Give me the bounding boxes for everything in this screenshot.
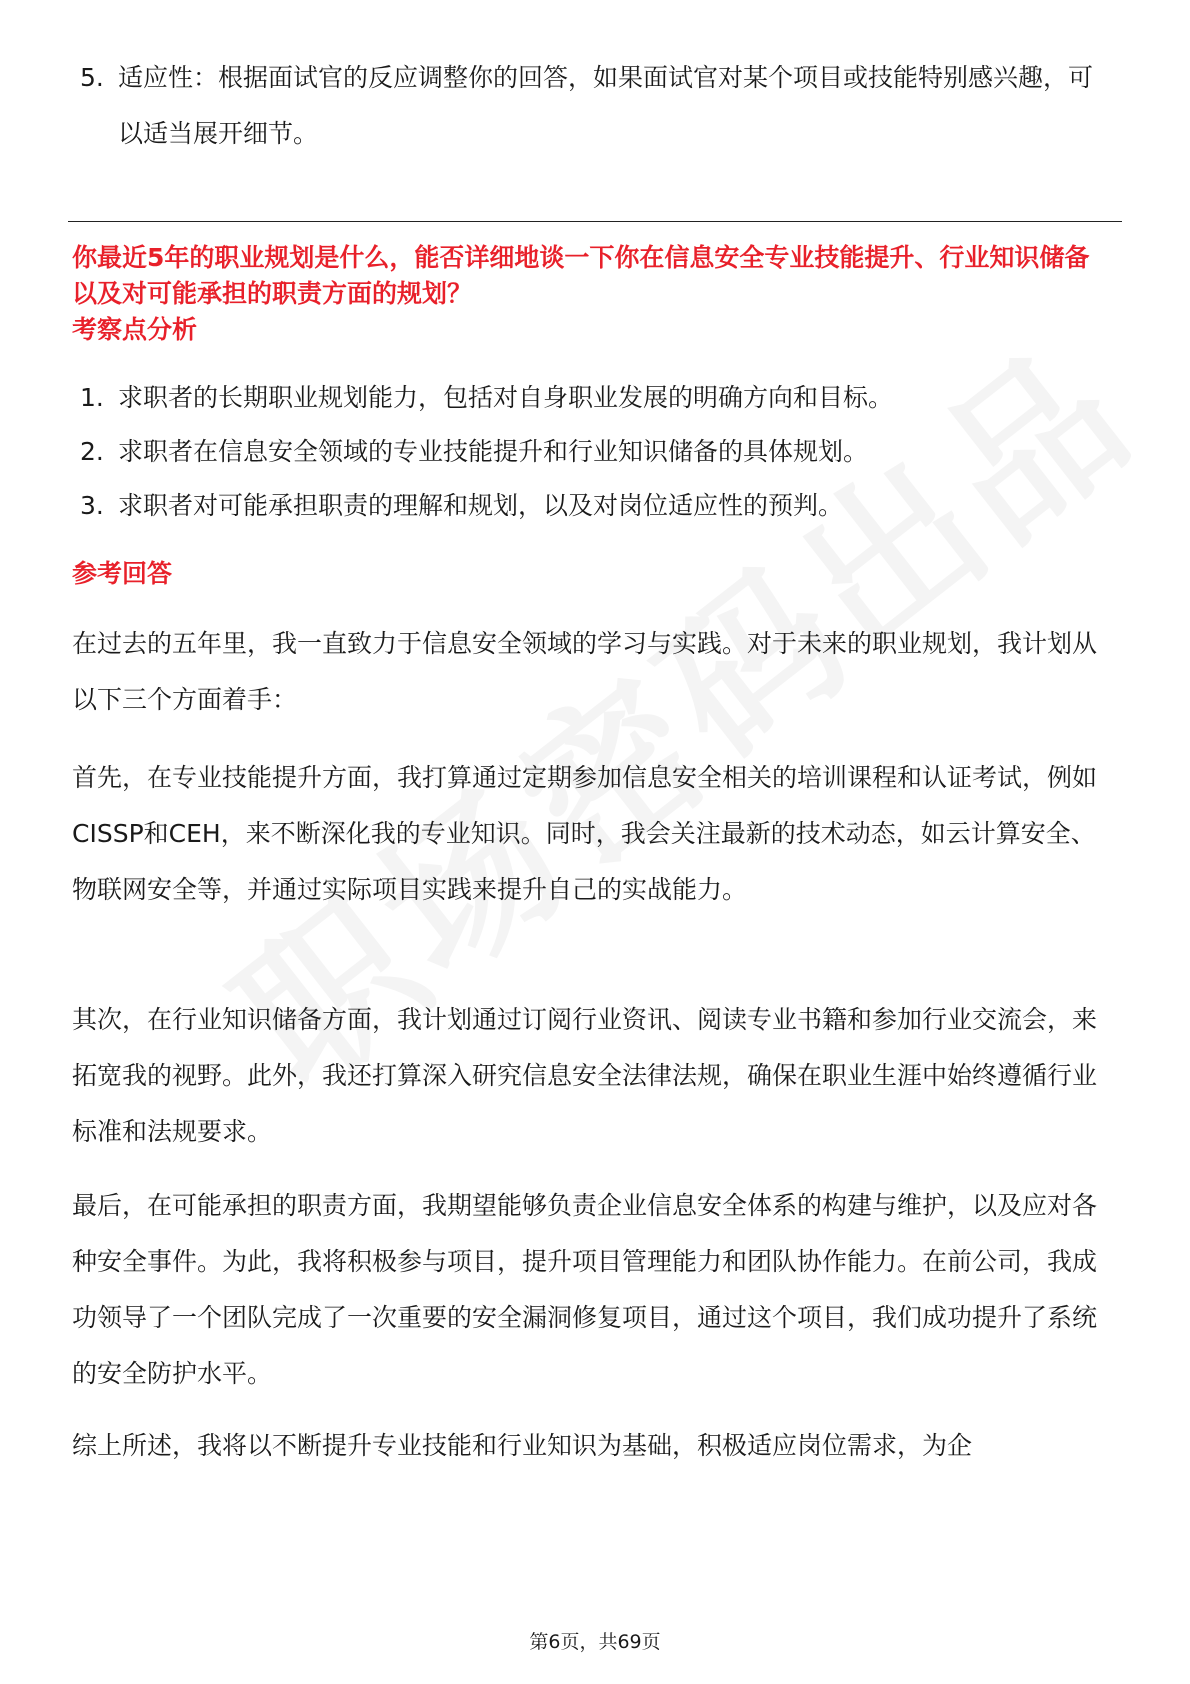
page-footer: 第6页，共69页 (529, 1631, 661, 1653)
list-item (80, 50, 1110, 162)
section-divider (68, 221, 1122, 222)
answer-paragraph: 在过去的五年里，我一直致力于信息安全领域的学习与实践。对于未来的职业规划，我计划从以下三个方面着手： (72, 629, 1098, 714)
answer-paragraph: 最后，在可能承担的职责方面，我期望能够负责企业信息安全体系的构建与维护，以及应对各种安全事件。为此，我将积极参与项目，提升项目管理能力和团队协作能力。在前公司，我成功领导了一个团队完成了一次重要的安全漏洞修复项目，通过这个项目，我们成功提升了系统的安全防护水平。 (72, 1191, 1098, 1388)
list-number: 3. (80, 491, 104, 520)
list-number: 2. (80, 437, 104, 466)
list-item (80, 370, 1110, 426)
answer-paragraph: 其次，在行业知识储备方面，我计划通过订阅行业资讯、阅读专业书籍和参加行业交流会，来拓宽我的视野。此外，我还打算深入研究信息安全法律法规，确保在职业生涯中始终遵循行业标准和法规要求。 (72, 1005, 1098, 1146)
list-text: 求职者对可能承担职责的理解和规划，以及对岗位适应性的预判。 (118, 491, 844, 520)
list-text: 求职者的长期职业规划能力，包括对自身职业发展的明确方向和目标。 (118, 383, 894, 412)
list-text: 适应性：根据面试官的反应调整你的回答，如果面试官对某个项目或技能特别感兴趣，可以适当展开细节。 (118, 63, 1094, 148)
list-text: 求职者在信息安全领域的专业技能提升和行业知识储备的具体规划。 (118, 437, 869, 466)
answer-paragraph: 综上所述，我将以不断提升专业技能和行业知识为基础，积极适应岗位需求，为企 (72, 1431, 973, 1460)
list-number: 5. (80, 63, 104, 92)
answer-paragraph: 首先，在专业技能提升方面，我打算通过定期参加信息安全相关的培训课程和认证考试，例如CISSP和CEH，来不断深化我的专业知识。同时，我会关注最新的技术动态，如云计算安全、物联网安全等，并通过实际项目实践来提升自己的实战能力。 (72, 763, 1098, 904)
question-heading: 你最近5年的职业规划是什么，能否详细地谈一下你在信息安全专业技能提升、行业知识储备以及对可能承担的职责方面的规划？ (72, 243, 1090, 308)
answer-heading: 参考回答 (72, 559, 173, 588)
list-number: 1. (80, 383, 104, 412)
analysis-heading: 考察点分析 (72, 315, 198, 344)
list-item (80, 424, 1110, 480)
list-item (80, 478, 1110, 534)
